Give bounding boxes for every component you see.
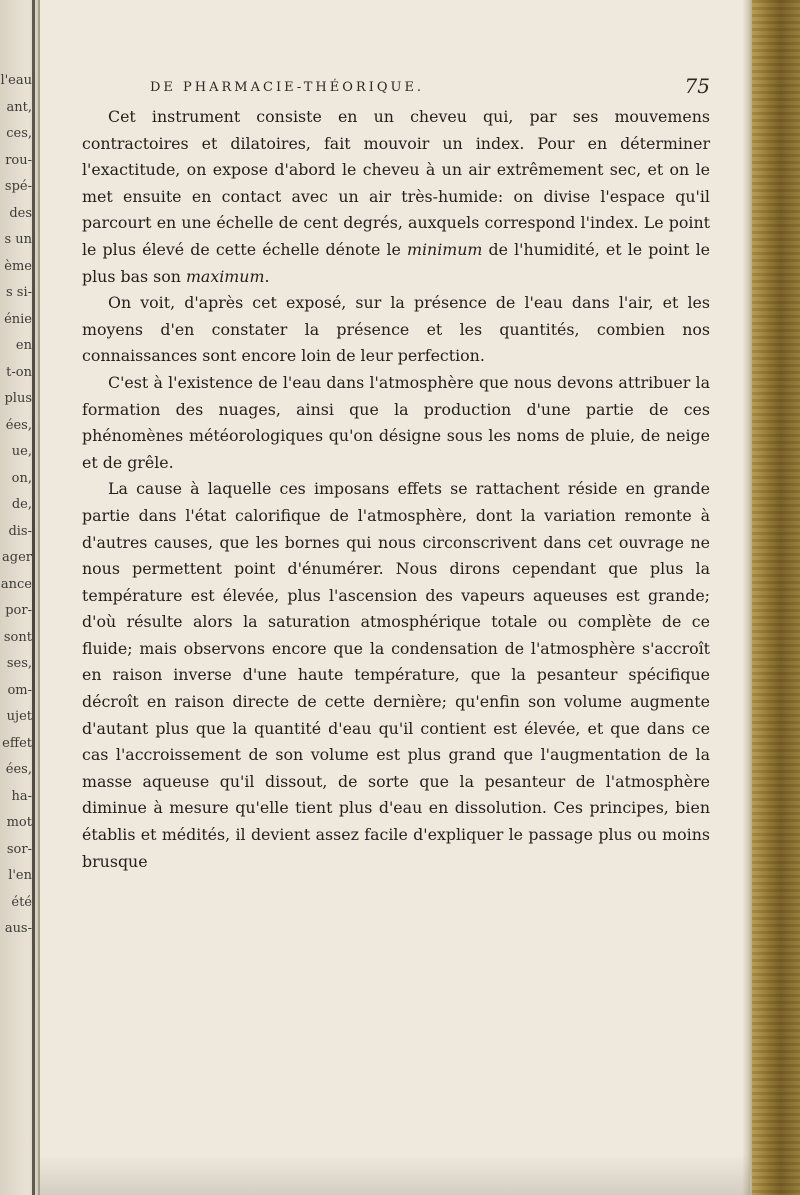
facing-page-fragment: de, — [11, 497, 32, 512]
page-body — [82, 104, 710, 875]
facing-page-fragment: om- — [7, 682, 32, 698]
facing-page-fragment: s un — [4, 232, 32, 247]
facing-page-fragment: rou- — [5, 152, 32, 168]
paragraph-causes: La cause à laquelle ces imposans effets se rattachent réside en grande partie dans l'état calorifique de l'atmosphère, dont la variation remonte à d'autres causes, que les bornes qui nous circonscrivent dans cet ouvrage ne nous permettent point d'énumérer. Nous dirons cependant que plus la température est élevée, plus l'ascension des vapeurs aqueuses est grande; d'où résulte alors la saturation atmosphérique totale ou complète de ce fluide; mais observons encore que la condensation de l'atmosphère s'accroît en raison inverse d'une haute température, que la pesanteur spécifique décroît en raison directe de cette dernière; qu'enfin son volume augmente d'autant plus que la quantité d'eau qu'il contient est élevée, et que dans ce cas l'accroissement de son volume est plus grand que l'augmentation de la masse aqueuse qu'il dissout, de sorte que la pesanteur de l'atmosphère diminue à mesure qu'elle tient plus d'eau en dissolution. Ces principes, bien établis et médités, il devient assez facile d'expliquer le passage plus ou moins brusque — [82, 479, 710, 871]
facing-page-fragment: ha- — [11, 788, 32, 804]
facing-page-fragment: sont — [3, 629, 32, 645]
facing-page-fragment: plus — [4, 391, 32, 406]
running-title: DE PHARMACIE-THÉORIQUE. — [150, 80, 425, 95]
facing-page-fragment: effet — [2, 735, 32, 751]
facing-page-fragment: por- — [5, 603, 32, 618]
book-cover-edge — [752, 0, 800, 1195]
facing-page-fragment: ue, — [11, 444, 32, 459]
page-bottom-shadow — [40, 1155, 750, 1195]
page-edge — [742, 0, 752, 1195]
facing-page-fragment: été — [11, 894, 32, 910]
binding-gutter — [32, 0, 35, 1195]
facing-page-fragment: l'en — [8, 868, 32, 883]
italic-term-maximum: maximum — [185, 266, 265, 286]
facing-page-fragment: on, — [11, 470, 32, 486]
running-header — [150, 74, 710, 98]
facing-page-fragment: énie — [4, 311, 32, 327]
paragraph-instrument — [82, 104, 710, 290]
facing-page-fragment: dis- — [8, 523, 32, 539]
facing-page-fragment: ager — [2, 550, 32, 565]
facing-page-fragment: mot — [6, 815, 32, 830]
facing-page-fragment: sor- — [6, 841, 32, 857]
facing-page-fragment: ème — [4, 258, 32, 274]
facing-page-fragment: ées, — [5, 762, 32, 777]
paragraph-text: de l'humidité, et le point le plus bas son — [82, 239, 710, 286]
facing-page-fragment: des — [9, 205, 32, 221]
facing-page-fragment: t-on — [6, 364, 32, 380]
italic-term-minimum: minimum — [407, 239, 483, 259]
facing-page-fragment: ces, — [6, 126, 32, 141]
facing-page-fragment: l'eau — [0, 73, 32, 88]
paragraph-clouds: C'est à l'existence de l'eau dans l'atmosphère que nous devons attribuer la formation des nuages, ainsi que la production d'une partie de ces phénomènes météorologiques qu'on désigne sous les noms de pluie, de neige et de grêle. — [82, 372, 710, 472]
facing-page-fragment: ant, — [6, 99, 32, 115]
page-number: 75 — [684, 74, 710, 98]
paragraph-text: . — [264, 266, 270, 286]
binding-gutter-highlight — [38, 0, 40, 1195]
facing-page-fragment: s si- — [5, 285, 32, 300]
paragraph-knowledge: On voit, d'après cet exposé, sur la présence de l'eau dans l'air, et les moyens d'en constater la présence et les quantités, combien nos connaissances sont encore loin de leur perfection. — [82, 293, 710, 366]
facing-page-fragment: ance — [0, 576, 32, 592]
facing-page-fragment: ses, — [6, 656, 32, 671]
facing-page-fragment: ujet — [6, 709, 32, 724]
facing-page-text-fragments — [0, 68, 32, 943]
facing-page-fragment: aus- — [4, 921, 32, 936]
facing-page-fragment: en — [15, 338, 32, 353]
facing-page-fragment: ées, — [5, 417, 32, 433]
facing-page-fragment: spé- — [4, 179, 32, 194]
paragraph-text: Cet instrument consiste en un cheveu qui, par ses mouvemens contractoires et dilatoires, fait mouvoir un index. Pour en déterminer l'exactitude, on expose d'abord le cheveu à un air extrêmement sec, et on le met ensuite en contact avec un air très-humide: on divise l'espace qu'il parcourt en une échelle de cent degrés, auxquels correspond l'index. Le point le plus élevé de cette échelle dénote le — [82, 107, 710, 259]
